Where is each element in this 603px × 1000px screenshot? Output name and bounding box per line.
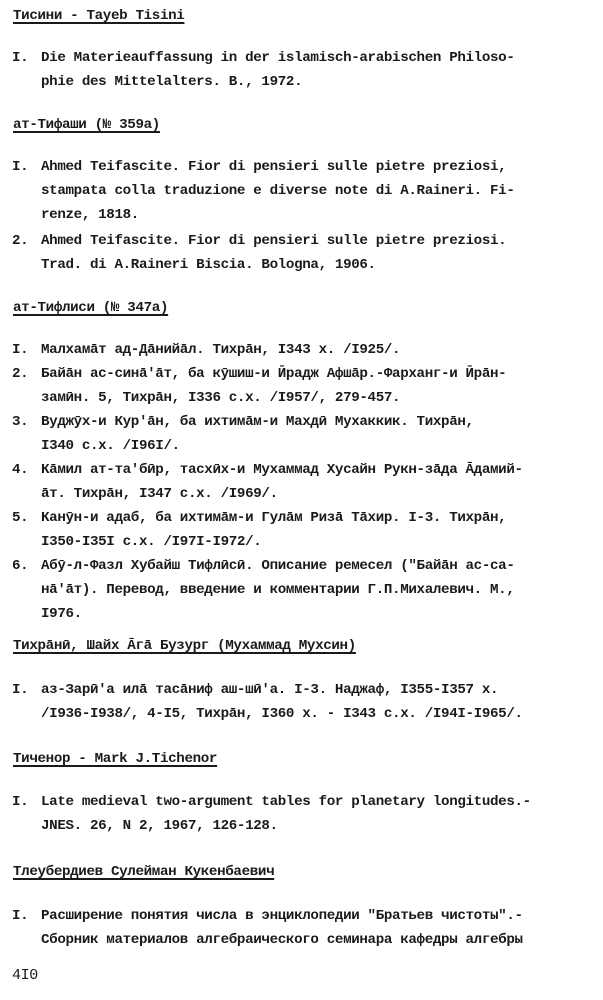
section-heading: Тиченор - Mark J.Tichenor: [13, 751, 218, 767]
entry-line: Ahmed Teifascite. Fior di pensieri sulle pietre preziosi.: [41, 233, 507, 249]
entry-number: I.: [12, 50, 29, 66]
entry-number: 2.: [12, 366, 29, 382]
entry-line: Канӯн-и адаб, ба ихтимāм-и Гулāм Ризā Тāхир. I-3. Тихрāн,: [41, 510, 507, 526]
entry-line: Абӯ-л-Фазл Хубайш Тифлӣсӣ. Описание ремесел ("Байāн ас-са-: [41, 558, 515, 574]
entry-number: I.: [12, 159, 29, 175]
entry-line: Расширение понятия числа в энциклопедии "Братьев чистоты".-: [41, 908, 523, 924]
entry-line: renze, 1818.: [41, 207, 139, 223]
section-heading: Тисини - Tayeb Tisini: [13, 8, 185, 24]
entry-line: I340 с.х. /I96I/.: [41, 438, 180, 454]
entry-line: stampata colla traduzione e diverse note di A.Raineri. Fi-: [41, 183, 515, 199]
entry-line: Trad. di A.Raineri Biscia. Bologna, 1906.: [41, 257, 376, 273]
entry-number: 3.: [12, 414, 29, 430]
entry-line: нā'āт). Перевод, введение и комментарии Г.П.Михалевич. М.,: [41, 582, 515, 598]
entry-number: 6.: [12, 558, 29, 574]
entry-line: Die Materieauffassung in der islamisch-arabischen Philoso-: [41, 50, 515, 66]
entry-line: Байāн ас-синā'āт, ба кӯшиш-и Ӣрадж Афшāр.-Фарханг-и Ӣрāн-: [41, 366, 507, 382]
entry-number: 2.: [12, 233, 29, 249]
section-heading: ат-Тифлиси (№ 347а): [13, 300, 169, 316]
entry-line: JNES. 26, N 2, 1967, 126-128.: [41, 818, 278, 834]
entry-number: 5.: [12, 510, 29, 526]
section-heading: ат-Тифаши (№ 359а): [13, 117, 160, 133]
entry-line: замӣн. 5, Тихрāн, I336 с.х. /I957/, 279-457.: [41, 390, 401, 406]
entry-number: I.: [12, 794, 29, 810]
entry-line: āт. Тихрāн, I347 с.х. /I969/.: [41, 486, 278, 502]
entry-number: 4.: [12, 462, 29, 478]
entry-line: Малхамāт ад-Дāнийāл. Тихрāн, I343 х. /I925/.: [41, 342, 401, 358]
entry-line: аз-Зарӣ'а илā тасāниф аш-шӣ'а. I-3. Наджаф, I355-I357 х.: [41, 682, 499, 698]
entry-line: Сборник материалов алгебраического семинара кафедры алгебры: [41, 932, 523, 948]
entry-number: I.: [12, 682, 29, 698]
section-heading: Тлеубердиев Сулейман Кукенбаевич: [13, 864, 275, 880]
entry-line: Ahmed Teifascite. Fior di pensieri sulle pietre preziosi,: [41, 159, 507, 175]
entry-line: I976.: [41, 606, 82, 622]
entry-line: Кāмил ат-та'бӣр, тасхӣх-и Мухаммад Хусайн Рукн-зāда Āдамий-: [41, 462, 523, 478]
page-number: 4I0: [12, 967, 38, 984]
entry-number: I.: [12, 342, 29, 358]
section-heading: Тихрāнӣ, Шайх Āгā Бузург (Мухаммад Мухсин): [13, 638, 356, 654]
entry-number: I.: [12, 908, 29, 924]
entry-line: /I936-I938/, 4-I5, Тихрāн, I360 х. - I343 с.х. /I94I-I965/.: [41, 706, 523, 722]
entry-line: I350-I35I с.х. /I97I-I972/.: [41, 534, 262, 550]
entry-line: phie des Mittelalters. B., 1972.: [41, 74, 303, 90]
entry-line: Вуджӯх-и Кур'āн, ба ихтимāм-и Махдӣ Мухаккик. Тихрāн,: [41, 414, 474, 430]
entry-line: Late medieval two-argument tables for planetary longitudes.-: [41, 794, 531, 810]
